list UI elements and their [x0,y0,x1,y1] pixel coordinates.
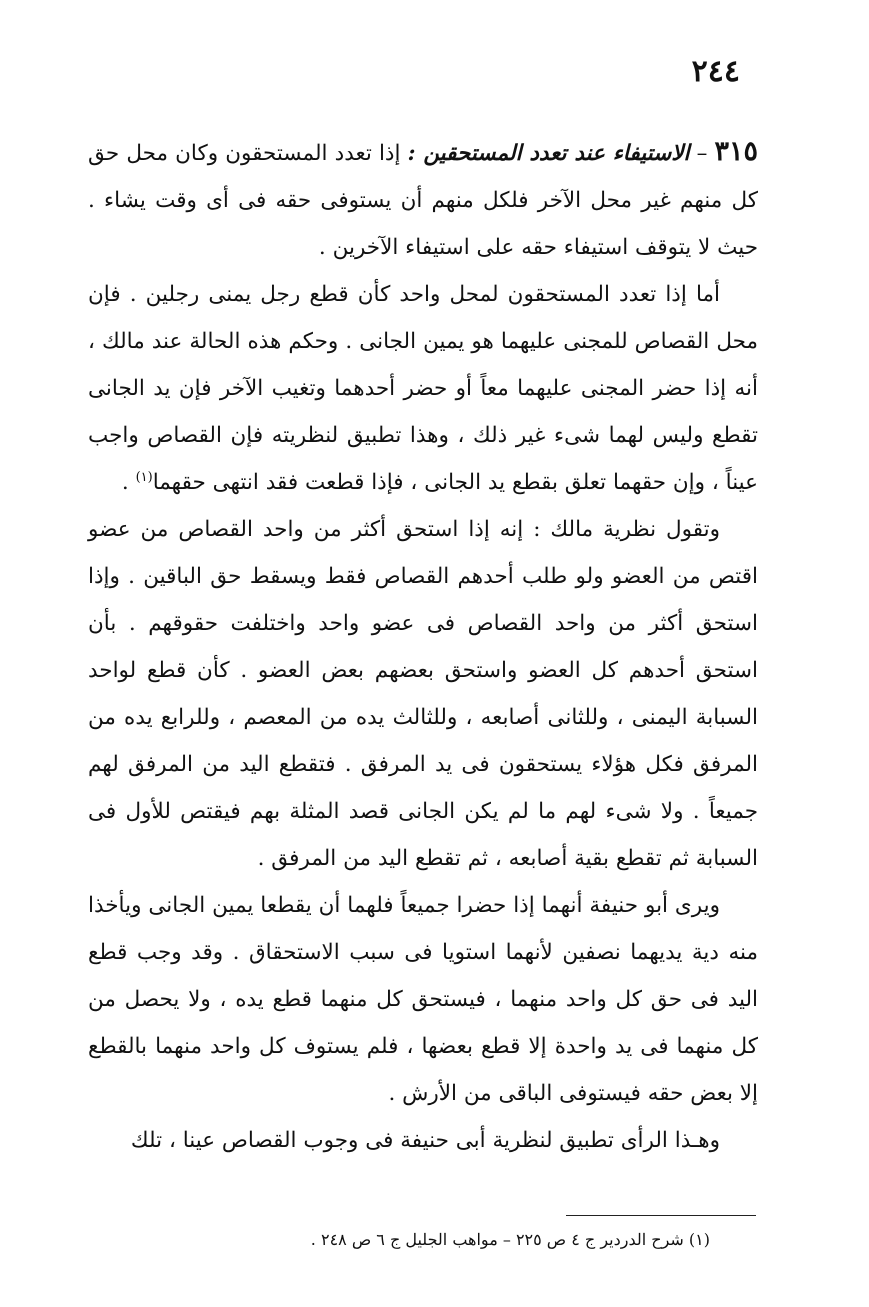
paragraph [88,271,758,506]
paragraph-end: . [121,470,136,495]
section-text: إذا تعدد المستحقون وكان محل حق كل منهم غير محل الآخر فلكل منهم أن يستوفى حقه فى أى وقت يشاء . حيث لا يتوقف استيفاء حقه على استيفاء الآخرين . [88,141,758,260]
paragraph-text: أما إذا تعدد المستحقون لمحل واحد كأن قطع رجل يمنى رجلين . فإن محل القصاص للمجنى عليهما هو يمين الجانى . وحكم هذه الحالة عند مالك ، أنه إذا حضر المجنى عليهما معاً أو حضر أحدهما وتغيب الآخر فإن يد الجانى تقطع وليس لهما شىء غير ذلك ، وهذا تطبيق لنظريته فإن القصاص واجب عيناً ، وإن حقهما تعلق بقطع يد الجانى ، فإذا قطعت فقد انتهى حقهما [88,282,758,495]
footnote-divider [566,1215,756,1216]
footnote: (١) شرح الدردير ج ٤ ص ٢٢٥ – مواهب الجليل ج ٦ ص ٢٤٨ . [310,1230,710,1249]
section-title: الاستيفاء عند تعدد المستحقين : [407,141,690,166]
paragraph: ويرى أبو حنيفة أنهما إذا حضرا جميعاً فلهما أن يقطعا يمين الجانى ويأخذا منه دية يديهما نصفين لأنهما استويا فى سبب الاستحقاق . وقد وجب قطع اليد فى حق كل واحد منهما ، فيستحق كل منهما قطع يده ، ولا يحصل من كل منهما فى يد واحدة إلا قطع بعضها ، فلم يستوف كل واحد منهما بالقطع إلا بعض حقه فيستوفى الباقى من الأرش . [88,893,758,1106]
paragraph: وتقول نظرية مالك : إنه إذا استحق أكثر من واحد القصاص من عضو اقتص من العضو ولو طلب أحدهم القصاص فقط ويسقط حق الباقين . وإذا استحق أكثر من واحد القصاص فى عضو واحد واختلفت حقوقهم . بأن استحق أحدهم كل العضو واستحق بعضهم بعض العضو . كأن قطع لواحد السبابة اليمنى ، وللثانى أصابعه ، وللثالث يده من المعصم ، وللرابع يده من المرفق فكل هؤلاء يستحقون فى يد المرفق . فتقطع اليد من المرفق لهم جميعاً . ولا شىء لهم ما لم يكن الجانى قصد المثلة بهم فيقتص للأول فى السبابة ثم تقطع بقية أصابعه ، ثم تقطع اليد من المرفق . [88,517,758,871]
page-number: ٢٤٤ [691,54,740,89]
section-dash: – [696,141,708,166]
body-text [88,128,758,1164]
footnote-reference: (١) [135,469,153,485]
section-paragraph [88,128,758,271]
paragraph: وهـذا الرأى تطبيق لنظرية أبى حنيفة فى وجوب القصاص عينا ، تلك [130,1128,720,1153]
section-number: ٣١٥ [714,136,758,167]
